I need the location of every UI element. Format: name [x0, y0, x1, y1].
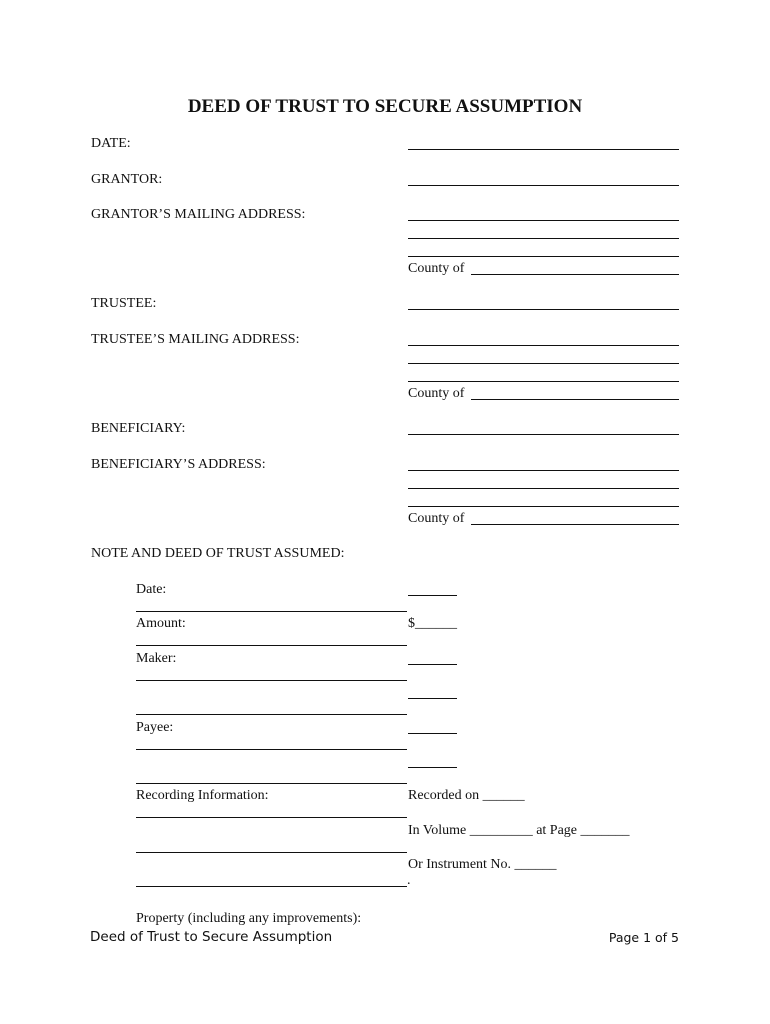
property-label: Property (including any improvements): [136, 911, 362, 926]
grantor-address-label: GRANTOR’S MAILING ADDRESS: [91, 207, 306, 222]
beneficiary-county-line [471, 524, 679, 525]
beneficiary-label: BENEFICIARY: [91, 421, 186, 436]
payee-blank-2 [408, 767, 457, 768]
grantor-address-line-2 [408, 238, 679, 239]
beneficiary-blank-line [408, 434, 679, 435]
payee-line-1 [136, 749, 407, 750]
note-date-line [136, 611, 407, 612]
payee-line-2 [136, 783, 407, 784]
maker-blank-2 [408, 698, 457, 699]
recording-line-2 [136, 852, 407, 853]
grantor-address-line-1 [408, 220, 679, 221]
trustee-address-line-1 [408, 345, 679, 346]
note-section-heading: NOTE AND DEED OF TRUST ASSUMED: [91, 546, 345, 561]
recording-line-3 [136, 886, 407, 887]
trustee-address-line-3 [408, 381, 679, 382]
footer-page-indicator: Page 1 of 5 [608, 930, 679, 945]
trustee-address-label: TRUSTEE’S MAILING ADDRESS: [91, 332, 300, 347]
note-date-label: Date: [136, 582, 167, 597]
trustee-address-line-2 [408, 363, 679, 364]
trustee-label: TRUSTEE: [91, 296, 157, 311]
beneficiary-address-label: BENEFICIARY’S ADDRESS: [91, 457, 266, 472]
recording-line-1 [136, 817, 407, 818]
date-blank-line [408, 149, 679, 150]
note-amount-blank: $______ [408, 616, 457, 631]
beneficiary-address-line-3 [408, 506, 679, 507]
note-amount-label: Amount: [136, 616, 186, 631]
note-payee-label: Payee: [136, 720, 174, 735]
payee-blank-1 [408, 733, 457, 734]
grantor-county-line [471, 274, 679, 275]
instrument-no-field: Or Instrument No. ______ [408, 857, 557, 872]
recorded-on-field: Recorded on ______ [408, 788, 525, 803]
grantor-label: GRANTOR: [91, 172, 163, 187]
trustee-county-label: County of [408, 386, 465, 401]
beneficiary-address-line-2 [408, 488, 679, 489]
grantor-county-label: County of [408, 261, 465, 276]
note-date-blank [408, 595, 457, 596]
maker-blank-1 [408, 664, 457, 665]
note-amount-line [136, 645, 407, 646]
document-title: DEED OF TRUST TO SECURE ASSUMPTION [187, 96, 583, 117]
footer-document-name: Deed of Trust to Secure Assumption [90, 929, 333, 945]
recording-line-period: . [407, 873, 411, 888]
maker-line-2 [136, 714, 407, 715]
beneficiary-county-label: County of [408, 511, 465, 526]
note-maker-label: Maker: [136, 651, 177, 666]
trustee-blank-line [408, 309, 679, 310]
maker-line-1 [136, 680, 407, 681]
recording-info-label: Recording Information: [136, 788, 269, 803]
grantor-blank-line [408, 185, 679, 186]
grantor-address-line-3 [408, 256, 679, 257]
beneficiary-address-line-1 [408, 470, 679, 471]
date-label: DATE: [91, 136, 131, 151]
volume-page-field: In Volume _________ at Page _______ [408, 823, 630, 838]
trustee-county-line [471, 399, 679, 400]
